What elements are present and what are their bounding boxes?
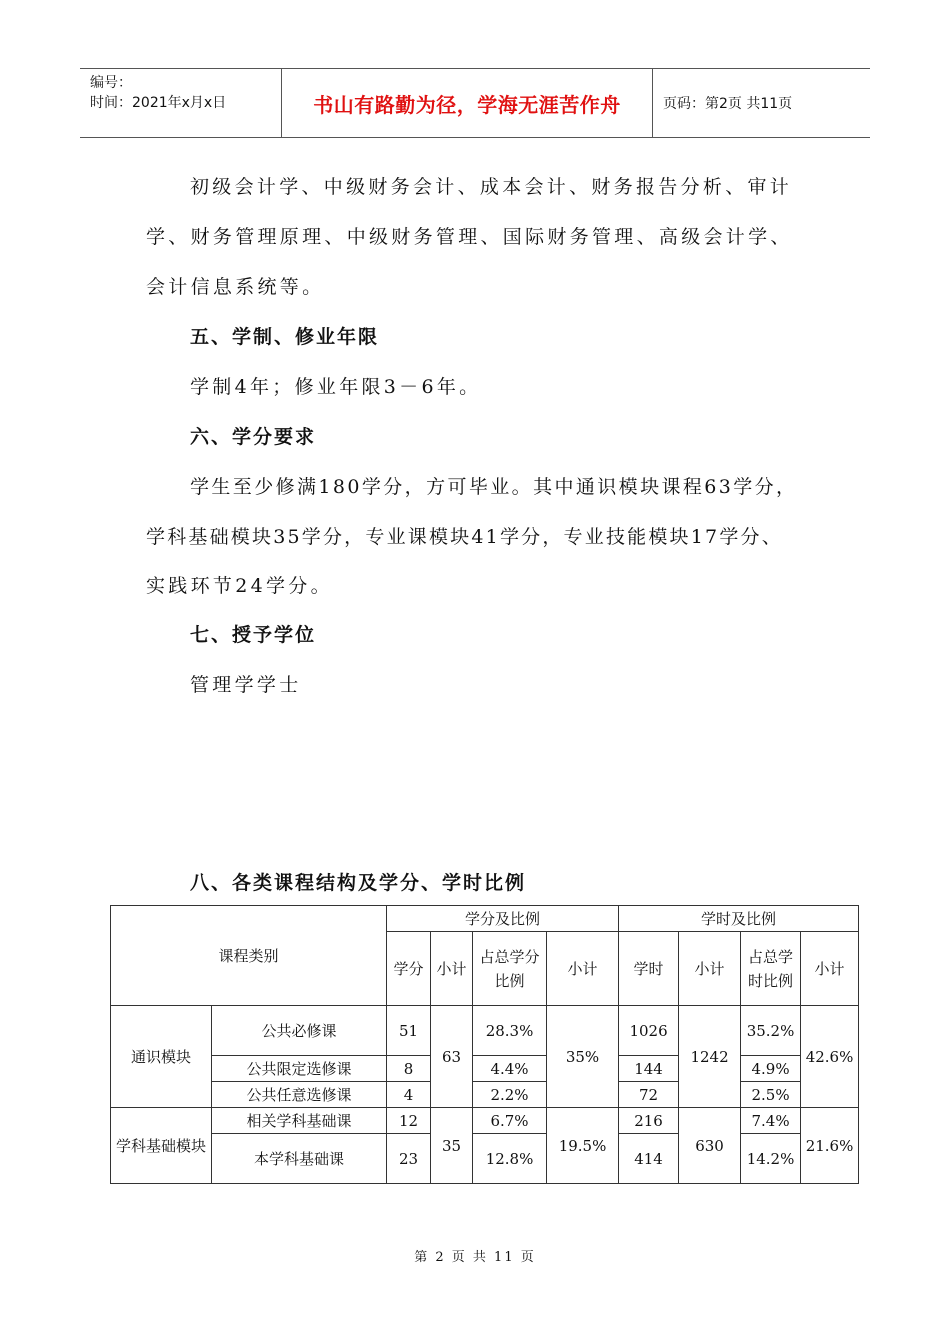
header-credit-group: 学分及比例	[387, 906, 619, 932]
row-credit: 23	[387, 1134, 431, 1184]
group-general-name: 通识模块	[111, 1006, 212, 1108]
section-5-title: 五、学制、修业年限	[190, 326, 380, 348]
courses-line-3: 会计信息系统等。	[146, 276, 325, 298]
header-hour-subtotal: 小计	[679, 932, 741, 1006]
section-6-line-3: 实践环节24学分。	[146, 575, 333, 597]
row-hour-ratio: 2.5%	[741, 1082, 801, 1108]
page-footer: 第 2 页 共 11 页	[414, 1250, 536, 1265]
row-name: 相关学科基础课	[212, 1108, 387, 1134]
row-hour-ratio: 7.4%	[741, 1108, 801, 1134]
header-credit-ratio-subtotal: 小计	[547, 932, 619, 1006]
row-hours: 144	[619, 1056, 679, 1082]
header-hours: 学时	[619, 932, 679, 1006]
section-6-line-2: 学科基础模块35学分，专业课模块41学分，专业技能模块17学分、	[146, 526, 783, 548]
row-credit-ratio: 28.3%	[473, 1006, 547, 1056]
group-foundation-hour-ratio-subtotal: 21.6%	[801, 1108, 859, 1184]
row-credit-ratio: 12.8%	[473, 1134, 547, 1184]
row-credit-ratio: 2.2%	[473, 1082, 547, 1108]
row-hour-ratio: 35.2%	[741, 1006, 801, 1056]
header-hour-ratio-subtotal: 小计	[801, 932, 859, 1006]
section-7-title: 七、授予学位	[190, 624, 317, 646]
header-motto: 书山有路勤为径，学海无涯苦作舟	[282, 69, 653, 137]
row-credit-ratio: 4.4%	[473, 1056, 547, 1082]
header-credit-subtotal: 小计	[431, 932, 473, 1006]
header-credit-ratio: 占总学分比例	[473, 932, 547, 1006]
row-name: 本学科基础课	[212, 1134, 387, 1184]
header-meta	[80, 69, 282, 137]
row-hour-ratio: 14.2%	[741, 1134, 801, 1184]
group-general-credit-subtotal: 63	[431, 1006, 473, 1108]
group-general-hour-ratio-subtotal: 42.6%	[801, 1006, 859, 1108]
row-credit: 51	[387, 1006, 431, 1056]
row-credit: 8	[387, 1056, 431, 1082]
row-name: 公共限定选修课	[212, 1056, 387, 1082]
section-6-line-1: 学生至少修满180学分，方可毕业。其中通识模块课程63学分，	[190, 476, 798, 498]
group-general-hour-subtotal: 1242	[679, 1006, 741, 1108]
row-credit: 4	[387, 1082, 431, 1108]
row-hours: 1026	[619, 1006, 679, 1056]
section-7-text: 管理学学士	[190, 674, 302, 696]
header-course-category: 课程类别	[111, 906, 387, 1006]
header-page-number: 页码：第2页 共11页	[663, 96, 793, 112]
header-number: 编号：	[90, 75, 132, 91]
courses-line-1: 初级会计学、中级财务会计、成本会计、财务报告分析、审计	[190, 176, 793, 198]
group-foundation-hour-subtotal: 630	[679, 1108, 741, 1184]
group-general-credit-ratio-subtotal: 35%	[547, 1006, 619, 1108]
row-hours: 414	[619, 1134, 679, 1184]
header-hour-group: 学时及比例	[619, 906, 859, 932]
row-credit: 12	[387, 1108, 431, 1134]
group-foundation-name: 学科基础模块	[111, 1108, 212, 1184]
page-header	[80, 68, 870, 138]
group-foundation-credit-subtotal: 35	[431, 1108, 473, 1184]
row-name: 公共任意选修课	[212, 1082, 387, 1108]
row-hours: 216	[619, 1108, 679, 1134]
header-credit: 学分	[387, 932, 431, 1006]
header-hour-ratio: 占总学时比例	[741, 932, 801, 1006]
row-hours: 72	[619, 1082, 679, 1108]
group-foundation-credit-ratio-subtotal: 19.5%	[547, 1108, 619, 1184]
row-name: 公共必修课	[212, 1006, 387, 1056]
section-6-title: 六、学分要求	[190, 426, 317, 448]
course-structure-table	[110, 905, 859, 1184]
section-5-text: 学制4年；修业年限3－6年。	[190, 376, 482, 398]
courses-line-2: 学、财务管理原理、中级财务管理、国际财务管理、高级会计学、	[146, 226, 793, 248]
header-date: 时间：2021年x月x日	[90, 95, 227, 111]
row-credit-ratio: 6.7%	[473, 1108, 547, 1134]
section-8-title: 八、各类课程结构及学分、学时比例	[190, 872, 527, 894]
row-hour-ratio: 4.9%	[741, 1056, 801, 1082]
